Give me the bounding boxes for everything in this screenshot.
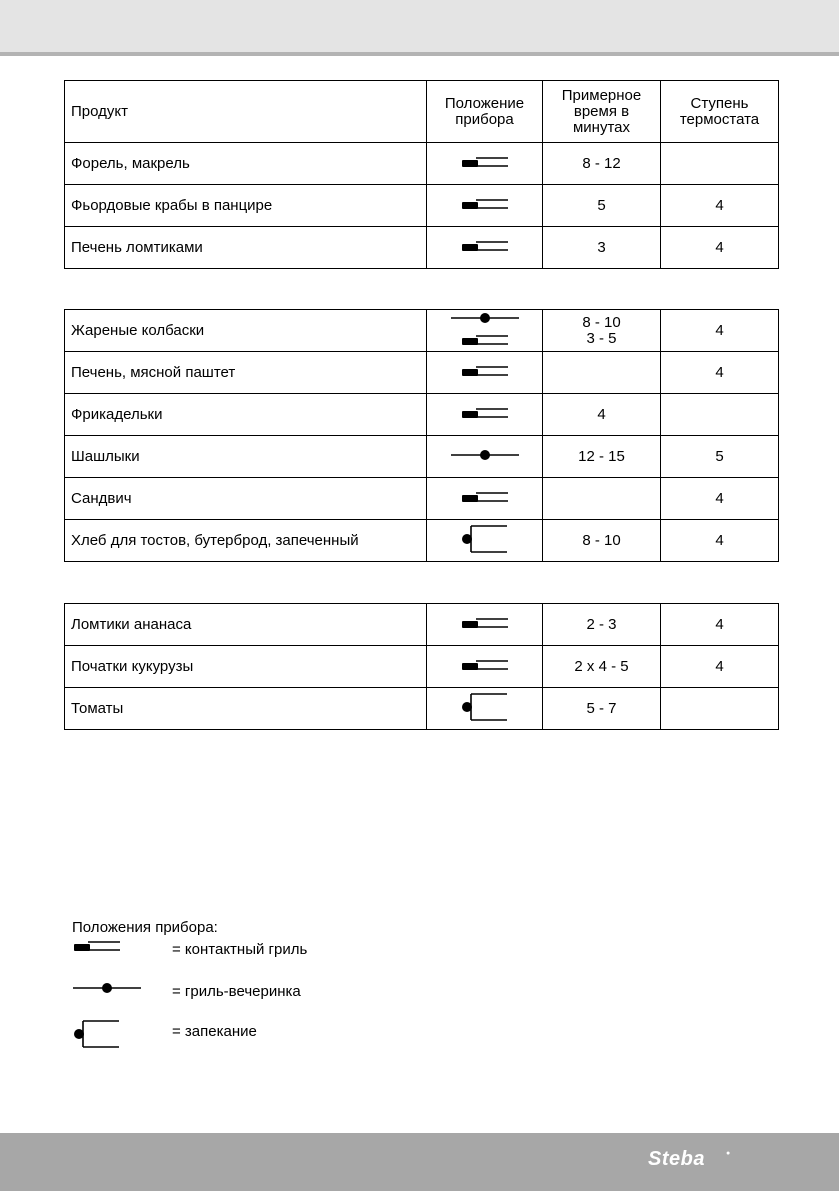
position-cell <box>427 143 543 185</box>
time-cell <box>543 143 661 185</box>
legend-label: = запекание <box>172 1023 257 1040</box>
time-cell <box>543 646 661 688</box>
table-row <box>65 352 779 394</box>
product-cell: Початки кукурузы <box>65 646 427 688</box>
thermostat-cell <box>661 394 779 436</box>
thermostat-cell: 4 <box>661 310 779 352</box>
thermostat-cell: 4 <box>661 227 779 269</box>
product-cell: Жареные колбаски <box>65 310 427 352</box>
time-cell <box>543 604 661 646</box>
thermostat-cell <box>661 688 779 730</box>
time-cell <box>543 310 661 352</box>
time-value: 5 <box>597 196 606 214</box>
contact-grill-icon <box>460 658 510 676</box>
position-cell <box>427 604 543 646</box>
product-cell: Сандвич <box>65 478 427 520</box>
contact-grill-icon <box>460 197 510 215</box>
position-cell <box>427 436 543 478</box>
thermostat-cell <box>661 143 779 185</box>
time-cell <box>543 436 661 478</box>
product-cell: Форель, макрель <box>65 143 427 185</box>
time-cell <box>543 520 661 562</box>
party-grill-icon <box>450 311 520 329</box>
thermostat-cell: 4 <box>661 185 779 227</box>
table-row <box>65 688 779 730</box>
legend-item-party-grill <box>72 981 472 1005</box>
thermostat-cell: 4 <box>661 604 779 646</box>
time-value: 2 - 3 <box>586 615 617 633</box>
table-fish <box>64 80 779 269</box>
table-row <box>65 310 779 352</box>
position-cell <box>427 688 543 730</box>
contact-grill-icon <box>460 155 510 173</box>
time-cell <box>543 478 661 520</box>
product-cell: Печень, мясной паштет <box>65 352 427 394</box>
table-row <box>65 185 779 227</box>
table-row <box>65 520 779 562</box>
product-cell: Фьордовые крабы в панцире <box>65 185 427 227</box>
contact-grill-icon <box>460 333 510 351</box>
position-cell <box>427 646 543 688</box>
position-cell <box>427 394 543 436</box>
thermostat-cell: 5 <box>661 436 779 478</box>
time-value: 3 - 5 <box>586 329 617 347</box>
header-product: Продукт <box>65 81 427 143</box>
table-row <box>65 478 779 520</box>
time-value: 8 - 10 <box>582 531 621 549</box>
position-cell <box>427 520 543 562</box>
legend-label: = контактный гриль <box>172 941 308 958</box>
thermostat-cell: 4 <box>661 520 779 562</box>
bake-icon <box>460 524 510 558</box>
contact-grill-icon <box>460 239 510 257</box>
table-row <box>65 227 779 269</box>
position-cell <box>427 227 543 269</box>
party-grill-icon <box>450 448 520 466</box>
time-cell <box>543 352 661 394</box>
position-cell <box>427 185 543 227</box>
thermostat-cell: 4 <box>661 646 779 688</box>
thermostat-cell: 4 <box>661 478 779 520</box>
time-value: 8 - 10 <box>582 313 621 331</box>
table-row <box>65 436 779 478</box>
product-cell: Печень ломтиками <box>65 227 427 269</box>
steba-logo: Steba ● <box>648 1148 731 1170</box>
legend-title: Положения прибора: <box>72 919 218 936</box>
time-value: 4 <box>597 405 606 423</box>
table-row <box>65 646 779 688</box>
table-row <box>65 394 779 436</box>
table-row <box>65 143 779 185</box>
product-cell: Хлеб для тостов, бутерброд, запеченный <box>65 520 427 562</box>
header-position: Положение прибора <box>427 81 543 143</box>
contact-grill-icon <box>460 406 510 424</box>
position-cell <box>427 352 543 394</box>
time-value: 2 x 4 - 5 <box>574 657 629 675</box>
time-cell <box>543 185 661 227</box>
time-value: 12 - 15 <box>578 447 625 465</box>
table-meat <box>64 309 779 562</box>
table-header-row <box>65 81 779 143</box>
time-value: 5 - 7 <box>586 699 617 717</box>
thermostat-cell: 4 <box>661 352 779 394</box>
time-value: 3 <box>597 238 606 256</box>
time-cell <box>543 688 661 730</box>
contact-grill-icon <box>460 364 510 382</box>
table-vegetables <box>64 603 779 730</box>
position-cell <box>427 310 543 352</box>
product-cell: Томаты <box>65 688 427 730</box>
product-cell: Фрикадельки <box>65 394 427 436</box>
contact-grill-icon <box>460 490 510 508</box>
time-cell <box>543 394 661 436</box>
bake-icon <box>460 692 510 726</box>
time-value: 8 - 12 <box>582 154 621 172</box>
time-cell <box>543 227 661 269</box>
legend-item-contact-grill <box>72 939 472 963</box>
product-cell: Ломтики ананаса <box>65 604 427 646</box>
position-cell <box>427 478 543 520</box>
table-row <box>65 604 779 646</box>
legend-label: = гриль-вечеринка <box>172 983 301 1000</box>
legend-item-bake <box>72 1021 472 1045</box>
header-time: Примерное время в минутах <box>543 81 661 143</box>
header-bar <box>0 0 839 56</box>
contact-grill-icon <box>460 616 510 634</box>
header-thermostat: Ступень термостата <box>661 81 779 143</box>
product-cell: Шашлыки <box>65 436 427 478</box>
